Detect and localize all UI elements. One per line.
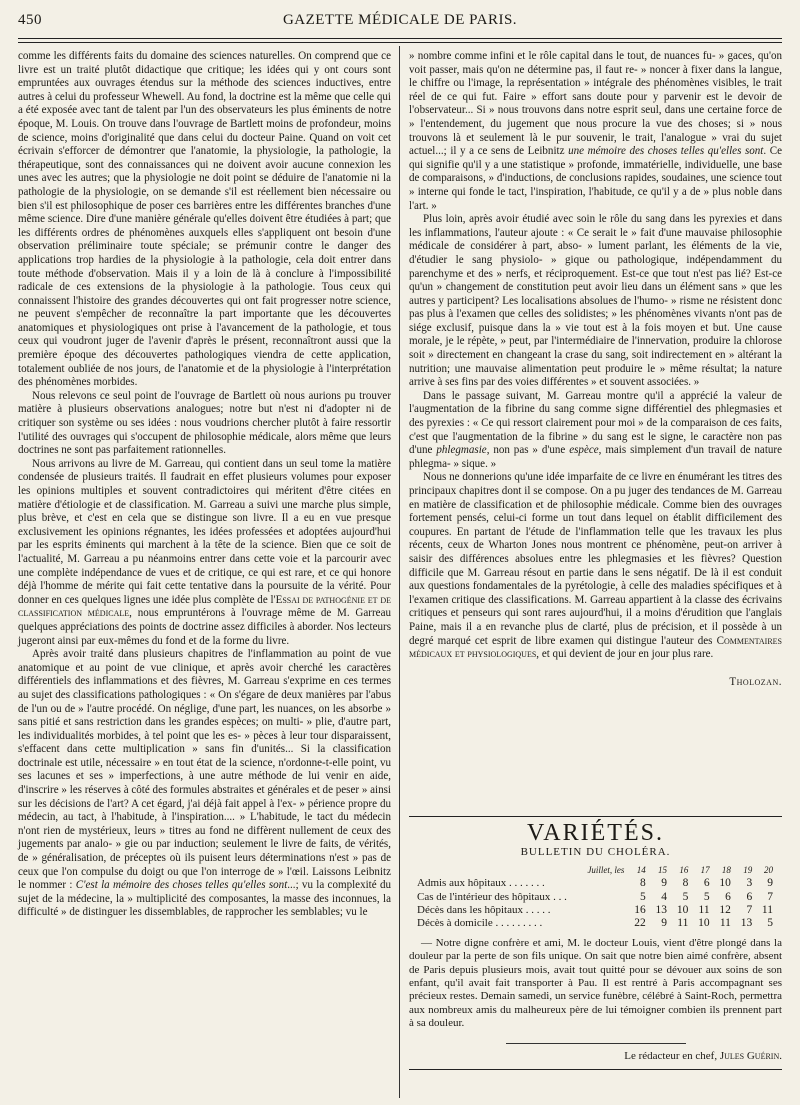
table-header-day: 17 xyxy=(700,864,710,875)
table-cell: 22 xyxy=(634,917,646,930)
row-label: Cas de l'intérieur des hôpitaux . . . xyxy=(417,890,567,903)
book-title-smallcaps: Commentaires médicaux et physiologiques xyxy=(409,634,782,661)
table-row xyxy=(415,877,775,890)
table-cell: 8 xyxy=(682,877,689,890)
short-rule xyxy=(506,1043,686,1044)
paragraph: Nous relevons ce seul point de l'ouvrage de Bartlett où nous aurions pu trouver matière à plusieurs observations analogues; notre but n'est ni d'adopter ni de critiquer son système ou ses idées : nous voudrions chercher plutôt à faire ressortir l'utilité des ouvrages qui s'occupent de philosophie médicale, alors même que leurs doctrines ne sont pas parfaitement rationnelles. xyxy=(18,389,391,457)
table-cell: 5 xyxy=(767,917,773,930)
table-cell: 11 xyxy=(761,904,773,917)
row-label: Décès dans les hôpitaux . . . . . xyxy=(417,904,551,917)
table-cell: 8 xyxy=(639,877,646,890)
paragraph: Après avoir traité dans plusieurs chapitres de l'inflammation au point de vue anatomique et au point de vue clinique, et après avoir cherché les caractères différentiels des inflammations et des fièvres, M. Garreau s'exprime en ces termes au sujet des classifications pathologiques : « On s'égare de deux manières par l'abus de l'un ou de » l'autre procédé. On néglige, d'une part, les nuances, on les absorbe » sans pitié et sans restriction dans les grandes espèces; on multi- » plie, d'autre part, les individualités morbides, à tel point que les es- » pèces à leur tour disparaissent, s'effacent dans cette multiplication » sans fin d'unités... Si la classification doctrinale est utile, nécessaire » en tout état de la science, n'ordonne-t-elle point, vu ses lacunes et ses » imperfections, à une autre méthode de lui venir en aide, d'inscrire » les réserves à côté des formules abstraites et générales et de peser » ainsi sur les décisions de l'art? A cet égard, j'ai déjà fait appel à l'ex- » périence propre du médecin, au tact, à l'habitude, à l'inspiration.... » L'habitude, le tact du médecin n'ont rien de mystérieux, leurs » titres au fond ne diffèrent nullement de ceux des jugements par analo- » gie ou par induction; seulement le livre de faits, de vérités, de » généralisation, de préceptes où ils puisent leurs déterminations n'est » pas de ceux que l'on compulse du doigt ou que l'on interroge de » l'œil. Laissons Leibnitz le nommer : C'est la mémoire des choses telles qu'elles sont...; vu la complexité du sujet de la médecine, la » multiplicité des composantes, la masse des inconnues, la difficulté » de distinguer les dissemblables, de rapprocher les semblables; vu le xyxy=(18,648,391,919)
table-cell: 5 xyxy=(703,890,710,903)
page-number: 450 xyxy=(18,12,42,28)
table-cell: 10 xyxy=(698,917,710,930)
table-cell: 9 xyxy=(661,917,668,930)
table-header-day: 18 xyxy=(721,864,731,875)
table-cell: 6 xyxy=(746,890,753,903)
table-row xyxy=(415,904,775,917)
paragraph: Plus loin, après avoir étudié avec soin le rôle du sang dans les pyrexies et dans les inflammations, l'auteur ajoute : « Ce serait le » fait d'une mauvaise philosophie médicale de considérer à part, abso- » lument parlant, les éléments de la vie, d'étudier le sang physiolo- » gique ou pathologique, indépendamment du parenchyme et des » nerfs, et réciproquement. Est-ce que tout n'est pas lié? Est-ce qu'un » changement de constitution peut avoir lieu dans un élément sans » que les autres y participent? Les localisations absolues de l'humo- » risme ne résistent donc pas plus à l'examen que celles des solidistes; » les phénomènes vivants n'ont pas de siége exclusif, puisque dans la » vie tout est à la fois moyen et but. Une cause morale, je le répète, » peut, par l'intermédiaire de l'innervation, produire la chlorose soit » directement en changeant la crase du sang, soit indirectement en » altérant la nutrition; une mauvaise alimentation peut produire le » même résultat; la nature arrive à ses fins par des voies différentes » et souvent associées. » xyxy=(409,213,782,389)
bottom-rule xyxy=(409,1069,782,1070)
table-cell: 7 xyxy=(767,890,773,903)
table-header-day: 14 xyxy=(636,864,646,875)
row-label: Admis aux hôpitaux . . . . . . . xyxy=(417,877,545,890)
table-cell: 6 xyxy=(703,877,710,890)
journal-title: GAZETTE MÉDICALE DE PARIS. xyxy=(282,12,518,28)
obituary-note: — Notre digne confrère et ami, M. le docteur Louis, vient d'être plongé dans la douleur par la perte de son fils unique. On sait que notre bien aimé confrère, absent de Paris depuis plusieurs mois, avait tout quitté pour se dévouer aux soins de son enfant, qu'il avait fait transporter à Pau. Il est rentré à Paris accompagnant ses précieux restes. Demain samedi, un service funèbre, célébré à Saint-Roch, permettra aux nombreux amis du malheureux père de lui témoigner combien ils prennent part à sa douleur. xyxy=(409,936,782,1030)
author-signature: Tholozan. xyxy=(729,675,782,688)
header-rule-thin xyxy=(18,42,782,43)
italic-term: espèce xyxy=(569,444,599,457)
table-header-day: 16 xyxy=(679,864,689,875)
column-separator xyxy=(399,46,400,1098)
table-row xyxy=(415,891,775,904)
leibnitz-quote: C'est la mémoire des choses telles qu'elles sont xyxy=(75,879,288,892)
header-rule xyxy=(18,38,782,39)
table-cell: 9 xyxy=(661,877,668,890)
table-header-day: 19 xyxy=(743,864,753,875)
table-row xyxy=(415,917,775,930)
section-title: VARIÉTÉS. xyxy=(527,820,664,846)
table-cell: 11 xyxy=(677,917,689,930)
right-column xyxy=(409,50,782,689)
leibnitz-quote-2: une mémoire des choses telles qu'elles sont xyxy=(568,145,764,158)
table-cell: 7 xyxy=(746,904,753,917)
table-cell: 13 xyxy=(655,904,668,917)
table-cell: 5 xyxy=(682,890,689,903)
paragraph: » nombre comme infini et le rôle capital dans le tout, de nuances fu- » gaces, qu'on voit passer, mais qu'on ne détermine pas, il faut re- » noncer à fixer dans la langue, le chiffre ou l'image, la représentation » intégrale des phénomènes visibles, le trait réel de ce qui fut. Faire » effort sans doute pour y parvenir est le devoir de l'observateur... Si » nous trouvons dans notre esprit seul, dans une certaine force de » l'entendement, du jugement que nous procure la vue des choses; si » nous trouvons là et seulement là le pur souvenir, le trait, l'analogue » vrai du sujet actuel...; il y a ce sens de Leibnitz une mémoire des choses telles qu'elles sont. Ce qui signifie qu'il y a une statistique » profonde, immatérielle, individuelle, une base de comparaisons, » d'inductions, de conclusions rapides, soudaines, une science tout » interne qui fonde le tact, l'inspiration, l'habitude, ce qu'il y a de » plus noble dans l'art. » xyxy=(409,50,782,212)
left-column xyxy=(18,50,391,920)
table-cell: 16 xyxy=(634,904,646,917)
table-cell: 9 xyxy=(767,877,773,890)
paragraph: Dans le passage suivant, M. Garreau montre qu'il a apprécié la valeur de l'augmentation de la fibrine du sang comme signe différentiel des phlegmasies et des pyrexies : « Ce qui ressort clairement pour moi » de la comparaison de ces faits, c'est que l'augmentation de la fibrine » du sang est le signe, le caractère non pas d'une phlegmasie, non pas » d'une espèce, mais simplement d'un travail de nature phlegma- » sique. » xyxy=(409,389,782,470)
table-cell: 11 xyxy=(719,917,731,930)
paragraph: comme les différents faits du domaine des sciences naturelles. On comprend que ce livre est un traité plutôt didactique que critique; les idées qui y ont cours sont empruntées aux ouvrages étendus sur la méthode des sciences inductives, entre autres à celui du professeur Whewell. Au fond, la doctrine est la même que celle qui a été exposée avec tant de talent par l'un des observateurs les plus éminents de notre époque, M. Louis. On trouve dans l'ouvrage de Bartlett moins de profondeur, moins de science, moins d'originalité que dans celui du docteur Paine. Quand on voit cet écrivain s'efforcer de démontrer que l'anatomie, la physiologie, la pathologie, la thérapeutique, sont des connaissances qui ne doivent avoir aucune connexion les unes avec les autres; que la physiologie ne doit point se déduire de l'anatomie ni la pathologie de la physiologie, on se demande s'il est réellement bien nécessaire ou bien s'il est philosophique de poser ces barrières entre les différentes branches d'une même science. Dire d'une manière générale qu'elles doivent être étudiées à part; que les différents ordres de phénomènes auxquels elles s'appliquent ont besoin d'une observation préliminaire toute spéciale; se prémunir contre le danger des applications trop hardies de la physiologie à la pathologie, cela doit entrer dans toute méthode d'observation. Mais il y a loin de là à conclure à l'impossibilité radicale de ces extensions de la physiologie à la pathologie. Tous ceux qui connaissent l'histoire des grandes découvertes qui ont fait progresser notre science, ne peuvent s'empêcher de reconnaître la part importante que les découvertes anatomiques et physiologiques ont prise à l'avancement de la pathologie, et tous ceux qui voudront juger de l'avenir d'après le présent, reconnaîtront aussi que la première époque des découvertes pathologiques viendra de cette application, totalement oubliée de nos jours, de l'anatomie et de la physiologie à l'interprétation des phénomènes morbides. xyxy=(18,50,391,389)
book-title-smallcaps: Essai de pathogénie et de classification médicale xyxy=(18,593,391,620)
page-header xyxy=(18,10,782,34)
section-rule xyxy=(409,816,782,817)
table-header-label: Juillet, les xyxy=(587,864,625,875)
table-cell: 5 xyxy=(639,890,646,903)
table-cell: 11 xyxy=(698,904,710,917)
table-cell: 12 xyxy=(719,904,731,917)
paragraph: Nous ne donnerions qu'une idée imparfaite de ce livre en énumérant les titres des principaux chapitres dont il se compose. On a pu juger des tendances de M. Garreau en matière de classification et de philosophie médicale. Comme bien des ouvrages fortement pensés, celui-ci forme un tout dans lequel on établit difficilement des coupures. En partant de l'étude de l'inflammation telle que les travaux les plus récents, ceux de Wharton Jones nous montrent ce phénomène, peut-on arriver à saisir des différences absolues entre les phlegmasies et les fièvres? Question difficile que M. Garreau résout en partie dans le sens négatif. De là il est conduit aux questions fondamentales de la pyrétologie, à celle des maladies spécifiques et à l'examen critique des classifications. M. Garreau appartient à la classe des écrivains critiques et penseurs qui sont rares aujourd'hui, il a moins d'érudition que l'anglais Paine, mais il a en revanche plus de clarté, plus de précision, et il possède à un degré marqué cet esprit de libre examen qui distingue l'auteur des Commentaires médicaux et physiologiques, et qui devient de jour en jour plus rare. xyxy=(409,471,782,661)
table-cell: 10 xyxy=(676,904,689,917)
table-header-day: 15 xyxy=(658,864,668,875)
table-cell: 13 xyxy=(740,917,753,930)
italic-term: phlegmasie xyxy=(436,444,487,457)
editor-line: Le rédacteur en chef, Jules Guérin. xyxy=(624,1049,782,1062)
table-cell: 3 xyxy=(746,877,753,890)
bulletin-title: BULLETIN DU CHOLÉRA. xyxy=(520,846,671,859)
table-cell: 10 xyxy=(719,877,731,890)
varietes-section xyxy=(409,816,782,1070)
editor-name: Jules Guérin. xyxy=(719,1049,782,1062)
table-header-row xyxy=(415,864,775,877)
table-cell: 4 xyxy=(661,890,668,903)
cholera-table xyxy=(415,864,775,931)
paragraph: Nous arrivons au livre de M. Garreau, qui contient dans un seul tome la matière condensée de plusieurs traités. Il faudrait en effet plusieurs volumes pour exposer les opinions multiples et souvent contradictoires qui méritent d'être citées en matière d'étiologie et de classification. M. Garreau a suivi une marche plus simple, plus brève, et c'est en cela que se distingue son livre. Il a eu en vue presque exclusivement les opinions régnantes, les idées professées et adoptées aujourd'hui par les esprits éminents qui marchent à la tête de la science. Bien que ce soit de l'actualité, M. Garreau a pu néanmoins entrer dans cette voie et la parcourir avec une complète indépendance de vues et de critique, ce qui est rare, et ce qui honore déjà l'homme de mérite qui fait cette tentative dans la poursuite de la vérité. Pour donner en ces quelques lignes une idée plus complète de l'Essai de pathogénie et de classification médicale, nous empruntérons à l'ouvrage même de M. Garreau quelques appréciations des points de doctrine assez difficiles à aborder. Nos lecteurs jugeront ainsi par eux-mêmes du fond et de la forme du livre. xyxy=(18,457,391,647)
row-label: Décès à domicile . . . . . . . . . xyxy=(417,917,543,930)
table-header-day: 20 xyxy=(764,864,773,875)
table-cell: 6 xyxy=(725,890,731,903)
